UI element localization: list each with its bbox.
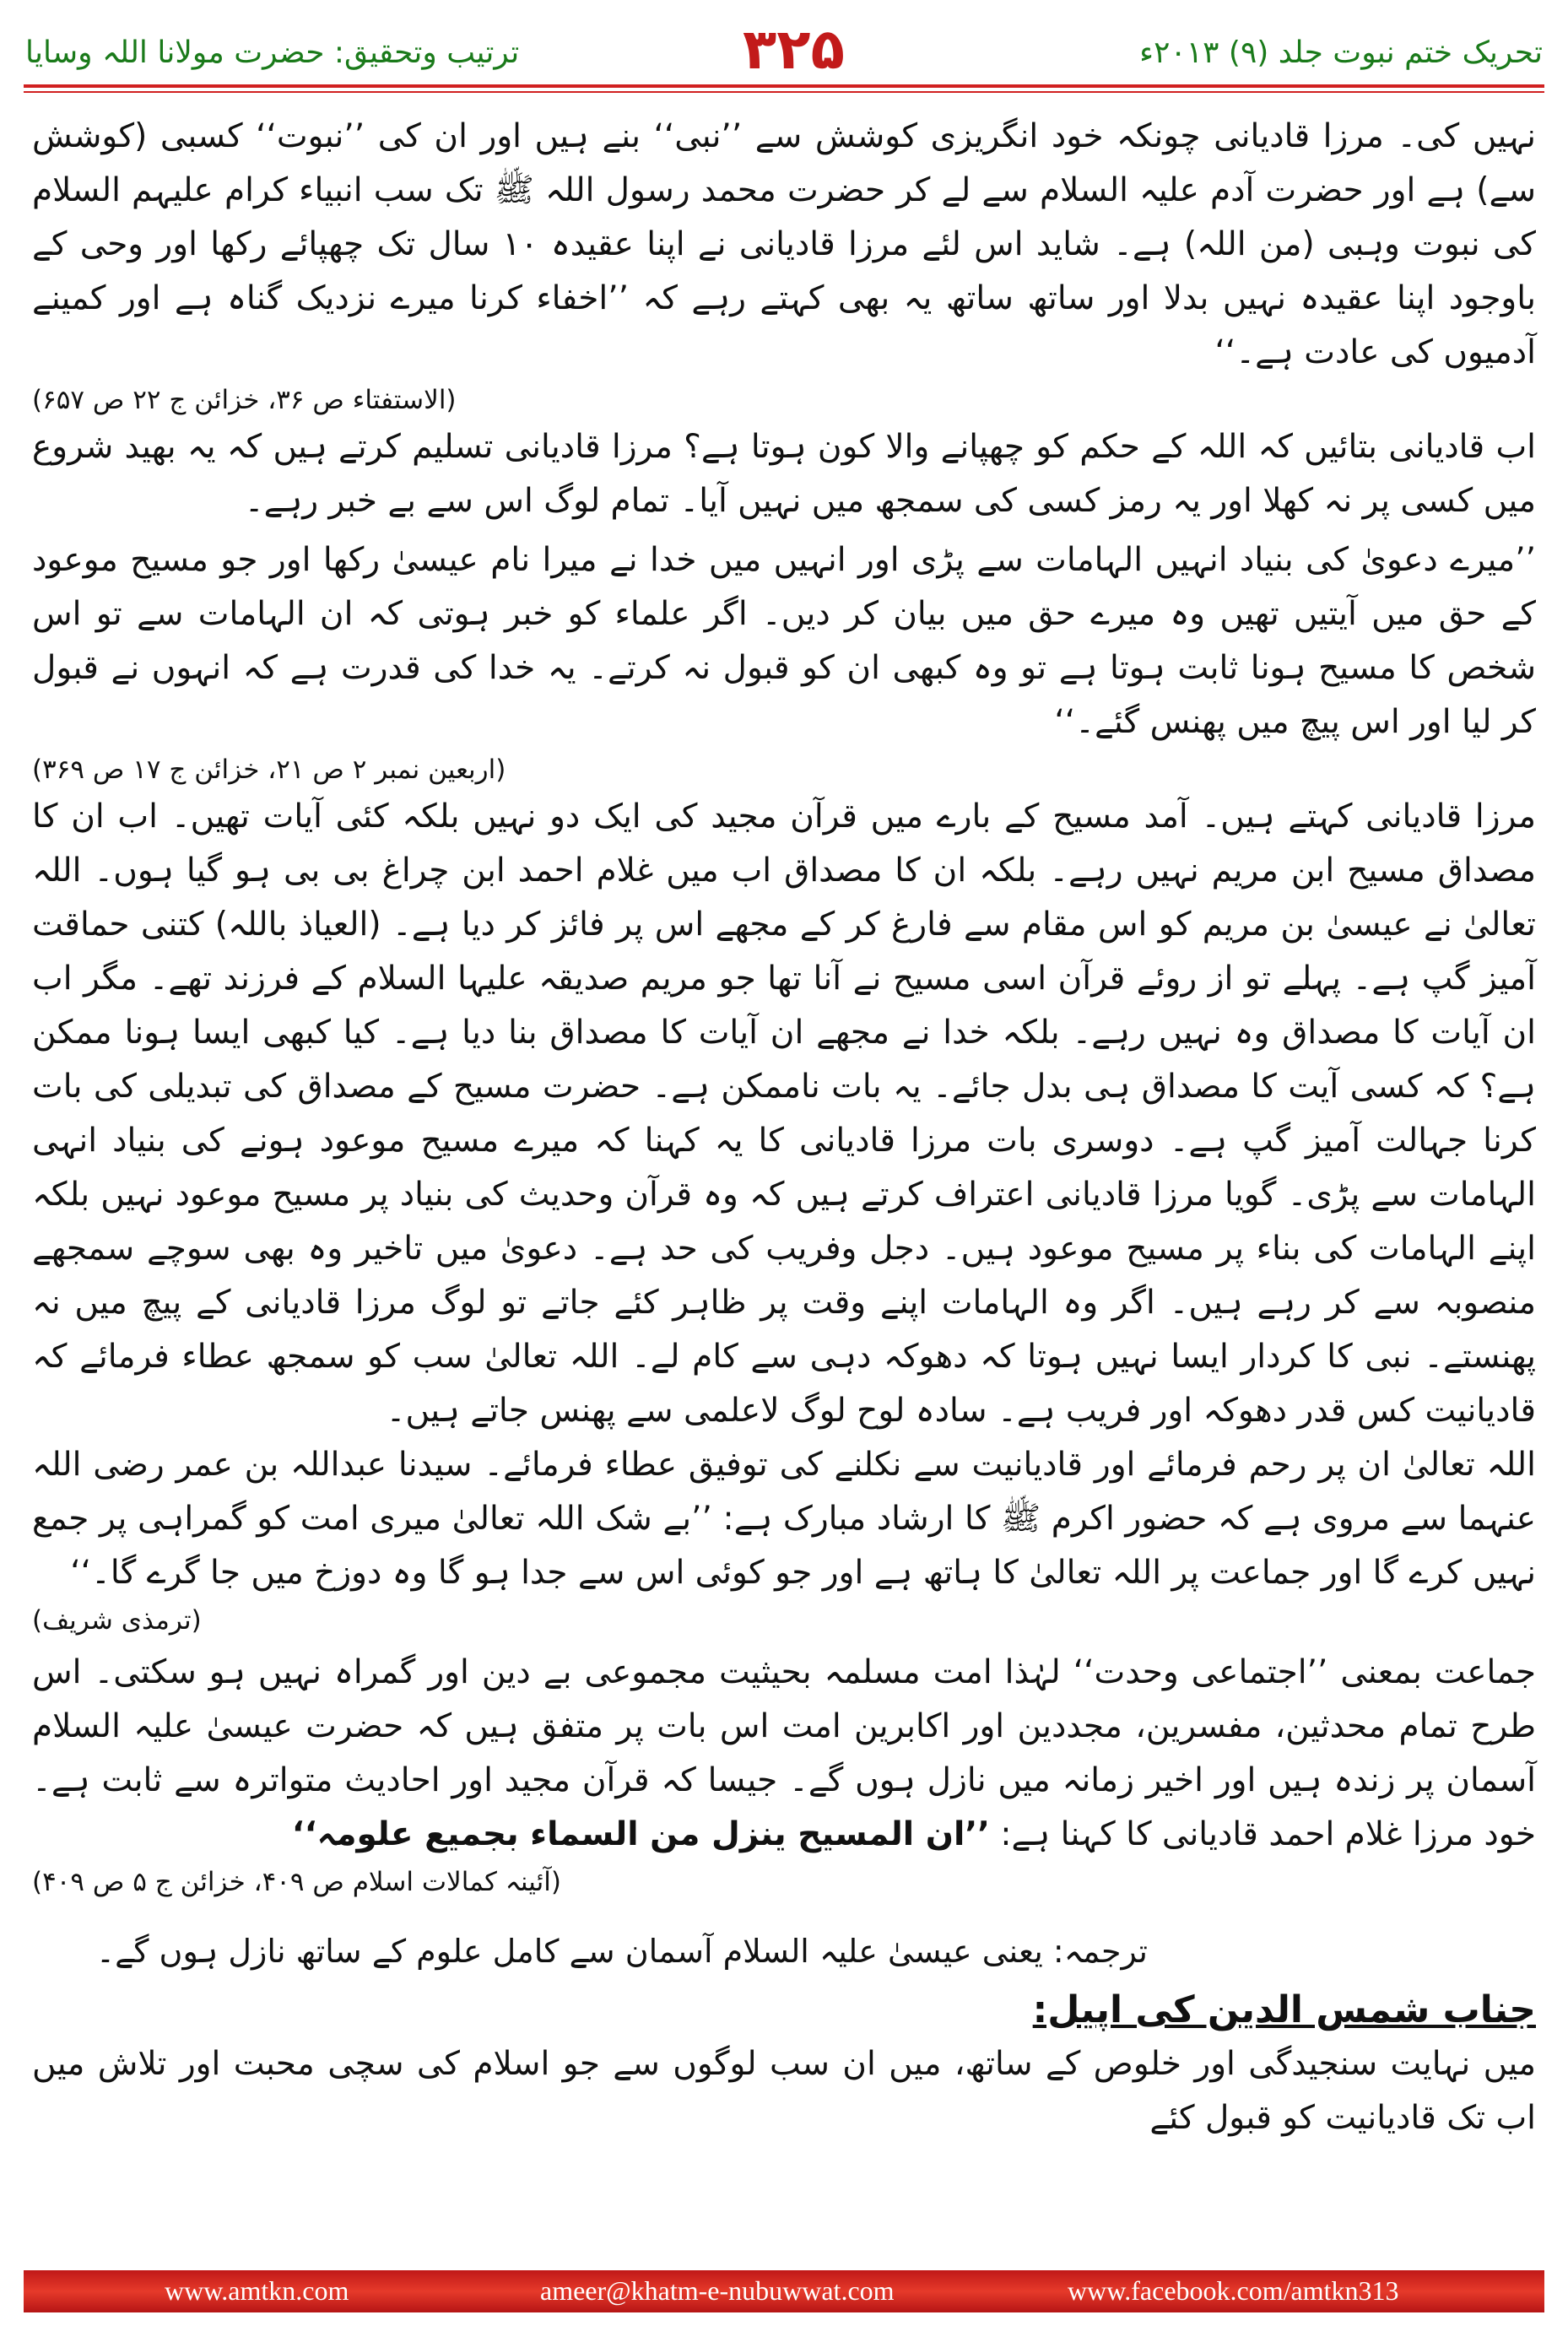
arabic-quote: ’’ان المسیح ینزل من السماء بجمیع علومہ‘‘	[291, 1815, 990, 1853]
header-divider	[24, 84, 1544, 88]
page-number: ۳۲۵	[743, 17, 845, 82]
header-compiler-credit: ترتیب وتحقیق: حضرت مولانا اللہ وسایا	[25, 35, 520, 70]
reference-1: (الاستفتاء ص ۳۶، خزائن ج ۲۲ ص ۶۵۷)	[32, 385, 457, 415]
header-book-title: تحریک ختم نبوت جلد (۹) ۲۰۱۳ء	[1139, 35, 1543, 70]
section-heading: جناب شمس الدین کی اپیل:	[1032, 1988, 1536, 2031]
translation-line: ترجمہ: یعنی عیسیٰ علیہ السلام آسمان سے کامل علوم کے ساتھ نازل ہوں گے۔	[95, 1933, 1148, 1970]
email-link[interactable]: ameer@khatm-e-nubuwwat.com	[540, 2275, 895, 2306]
paragraph-1: نہیں کی۔ مرزا قادیانی چونکہ خود انگریزی کوشش سے ’’نبی‘‘ بنے ہیں اور ان کی ’’نبوت‘‘ کسبی (کوشش سے) ہے اور حضرت آدم علیہ السلام سے لے کر حضرت محمد رسول اللہ ﷺ تک سب انبیاء کرام علیہم السلام کی نبوت وہبی (من اللہ) ہے۔ شاید اس لئے مرزا قادیانی نے اپنا عقیدہ ۱۰ سال تک چھپائے رکھا اور وحی کے باوجود اپنا عقیدہ نہیں بدلا اور ساتھ ساتھ یہ بھی کہتے رہے کہ ’’اخفاء کرنا میرے نزدیک گناہ ہے اور کمینے آدمیوں کی عادت ہے۔‘‘	[32, 117, 1537, 371]
paragraph-6	[32, 1646, 1536, 1862]
paragraph-4: مرزا قادیانی کہتے ہیں۔ آمد مسیح کے بارے میں قرآن مجید کی ایک دو نہیں بلکہ کئی آیات تھیں۔ اب ان کا مصداق مسیح ابن مریم نہیں رہے۔ بلکہ ان کا مصداق اب میں غلام احمد ابن چراغ بی بی ہو گیا ہوں۔ اللہ تعالیٰ نے عیسیٰ بن مریم کو اس مقام سے فارغ کر کے مجھے اس پر فائز کر دیا ہے۔ (العیاذ باللہ) کتنی حماقت آمیز گپ ہے۔ پہلے تو از روئے قرآن اسی مسیح نے آنا تھا جو مریم صدیقہ علیہا السلام کے فرزند تھے۔ مگر اب ان آیات کا مصداق وہ نہیں رہے۔ بلکہ خدا نے مجھے ان آیات کا مصداق بنا دیا ہے۔ کیا کبھی ایسا ہونا ممکن ہے؟ کہ کسی آیت کا مصداق ہی بدل جائے۔ یہ بات ناممکن ہے۔ حضرت مسیح کے مصداق کی تبدیلی کی بات کرنا جہالت آمیز گپ ہے۔ دوسری بات مرزا قادیانی کا یہ کہنا کہ میرے مسیح موعود ہونے کی بنیاد انہی الہامات سے پڑی۔ گویا مرزا قادیانی اعتراف کرتے ہیں کہ وہ قرآن وحدیث کی بنیاد پر مسیح موعود نہیں بلکہ اپنے الہامات کی بناء پر مسیح موعود ہیں۔ دجل وفریب کی حد ہے۔ دعویٰ میں تاخیر وہ بھی سوچے سمجھے منصوبہ سے کر رہے ہیں۔ اگر وہ الہامات اپنے وقت پر ظاہر کئے جاتے تو لوگ مرزا قادیانی کے پیچ میں نہ پھنستے۔ نبی کا کردار ایسا نہیں ہوتا کہ دھوکہ دہی سے کام لے۔ اللہ تعالیٰ سب کو سمجھ عطاء فرمائے کہ قادیانیت کس قدر دھوکہ اور فریب ہے۔ سادہ لوح لوگ لاعلمی سے پھنس جاتے ہیں۔	[32, 798, 1536, 1430]
paragraph-2: اب قادیانی بتائیں کہ اللہ کے حکم کو چھپانے والا کون ہوتا ہے؟ مرزا قادیانی تسلیم کرتے ہیں کہ یہ بھید شروع میں کسی پر نہ کھلا اور یہ رمز کسی کی سمجھ میں نہیں آیا۔ تمام لوگ اس سے بے خبر رہے۔	[32, 428, 1536, 520]
header-divider-thin	[24, 91, 1544, 93]
reference-4: (آئینہ کمالات اسلام ص ۴۰۹، خزائن ج ۵ ص ۴۰۹)	[32, 1867, 561, 1897]
website-link[interactable]: www.amtkn.com	[165, 2275, 349, 2306]
facebook-link[interactable]: www.facebook.com/amtkn313	[1068, 2275, 1399, 2306]
reference-2: (اربعین نمبر ۲ ص ۲۱، خزائن ج ۱۷ ص ۳۶۹)	[32, 755, 506, 785]
page-body	[32, 110, 1536, 2145]
reference-3: (ترمذی شریف)	[32, 1605, 202, 1636]
quote-paragraph-3: ’’میرے دعویٰ کی بنیاد انہیں الہامات سے پڑی اور انہیں میں خدا نے میرا نام عیسیٰ رکھا اور جو مسیح موعود کے حق میں آیتیں تھیں وہ میرے حق میں بیان کر دیں۔ اگر علماء کو خبر ہوتی کہ ان الہامات سے تو اس شخص کا مسیح ہونا ثابت ہوتا ہے تو وہ کبھی ان کو قبول نہ کرتے۔ یہ خدا کی قدرت ہے کہ انہوں نے قبول کر لیا اور اس پیچ میں پھنس گئے۔‘‘	[32, 541, 1536, 741]
paragraph-5: اللہ تعالیٰ ان پر رحم فرمائے اور قادیانیت سے نکلنے کی توفیق عطاء فرمائے۔ سیدنا عبداللہ بن عمر رضی اللہ عنہما سے مروی ہے کہ حضور اکرم ﷺ کا ارشاد مبارک ہے: ’’بے شک اللہ تعالیٰ میری امت کو گمراہی پر جمع نہیں کرے گا اور جماعت پر اللہ تعالیٰ کا ہاتھ ہے اور جو کوئی اس سے جدا ہو گا وہ دوزخ میں جا گرے گا۔‘‘	[32, 1446, 1536, 1592]
page-footer	[0, 2270, 1568, 2318]
paragraph-7: میں نہایت سنجیدگی اور خلوص کے ساتھ، میں ان سب لوگوں سے جو اسلام کی سچی محبت اور تلاش میں اب تک قادیانیت کو قبول کئے	[32, 2045, 1536, 2137]
paragraph-6-text: جماعت بمعنی ’’اجتماعی وحدت‘‘ لہٰذا امت مسلمہ بحیثیت مجموعی بے دین اور گمراہ نہیں ہو سکتی۔ اس طرح تمام محدثین، مفسرین، مجددین اور اکابرین امت اس بات پر متفق ہیں کہ حضرت عیسیٰ علیہ السلام آسمان پر زندہ ہیں اور اخیر زمانہ میں نازل ہوں گے۔ جیسا کہ قرآن مجید اور احادیث متواترہ سے ثابت ہے۔ خود مرزا غلام احمد قادیانی کا کہنا ہے:	[32, 1653, 1536, 1853]
